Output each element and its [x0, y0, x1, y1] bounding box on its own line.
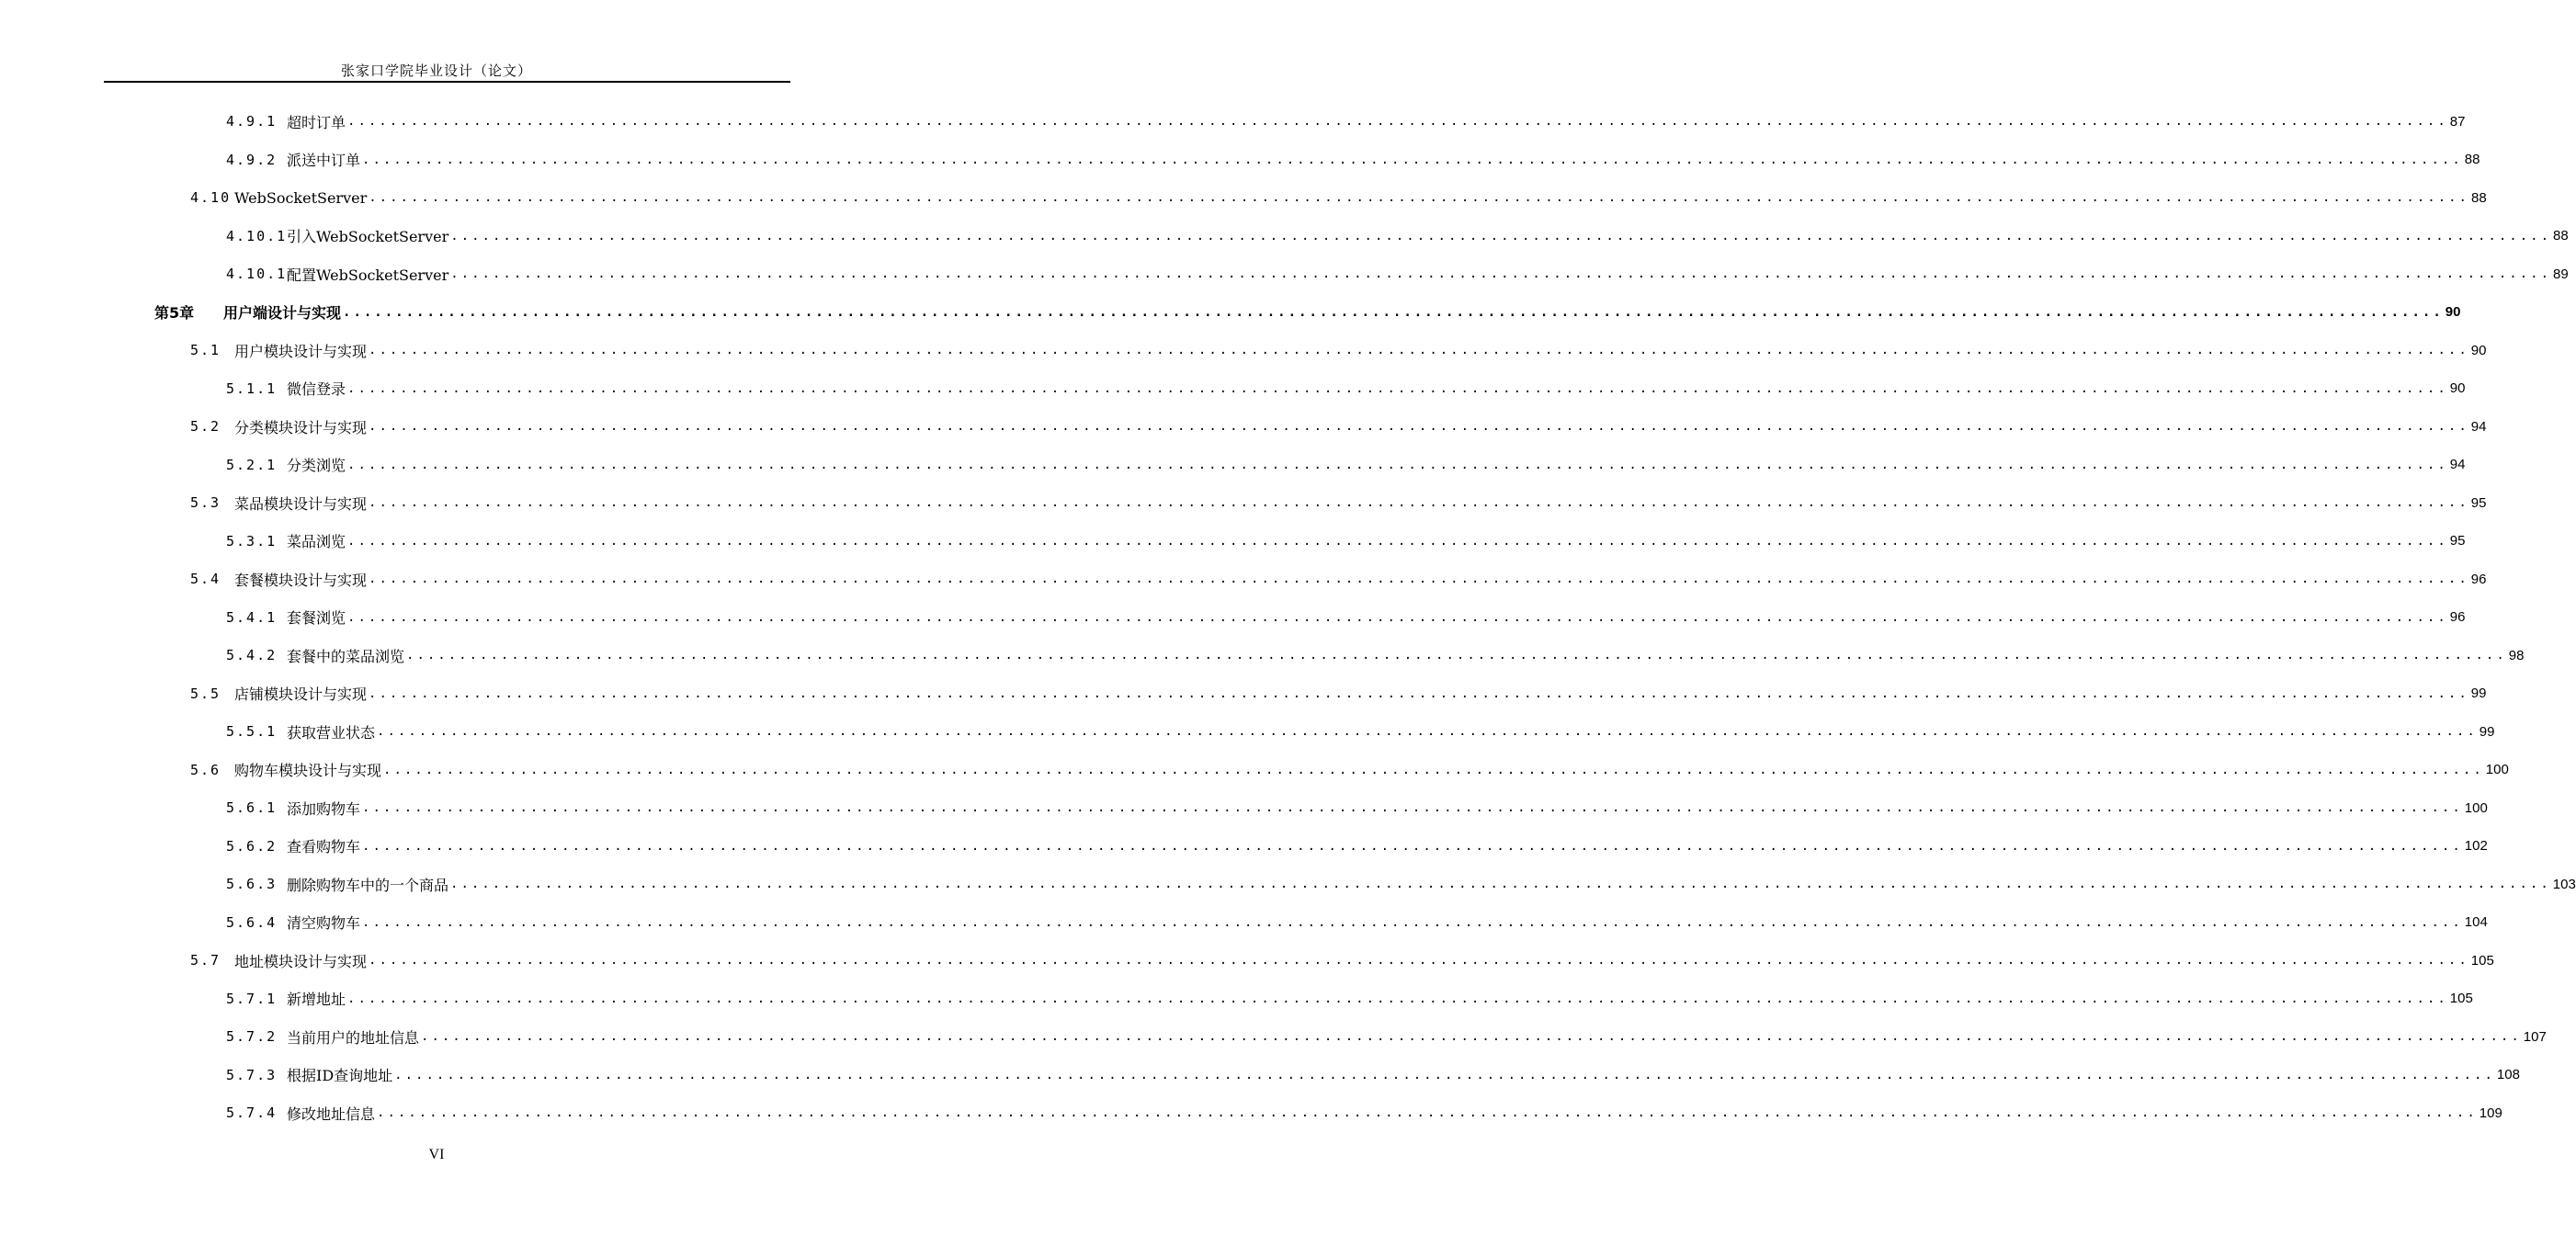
toc-entry-number: 5.5 — [190, 685, 221, 702]
toc-entry-page: 87 — [2449, 113, 2466, 130]
toc-entry[interactable] — [226, 378, 2466, 400]
toc-entry[interactable] — [226, 988, 2473, 1010]
toc-dot-leader: ........................................................................................................................................................................................................ — [369, 572, 2469, 586]
toc-entry-page: 103 — [2552, 876, 2576, 892]
toc-entry-title: 用户模块设计与实现 — [234, 342, 368, 360]
toc-entry-number: 5.4.2 — [226, 647, 278, 663]
toc-entry-page: 88 — [2553, 228, 2569, 244]
toc-entry-title: 查看购物车 — [287, 838, 361, 855]
toc-entry[interactable] — [226, 797, 2488, 819]
toc-entry[interactable] — [226, 1102, 2502, 1124]
toc-entry[interactable] — [190, 415, 2487, 437]
toc-entry-number: 5.2 — [190, 418, 221, 435]
toc-entry[interactable] — [226, 1025, 2547, 1048]
toc-entry-page: 88 — [2470, 189, 2487, 206]
toc-dot-leader: ........................................................................................................................................................................................................ — [450, 266, 2551, 281]
toc-entry-page: 105 — [2449, 991, 2473, 1006]
toc-entry[interactable] — [190, 683, 2487, 705]
toc-entry-title: 用户端设计与实现 — [223, 304, 342, 322]
toc-entry[interactable] — [226, 263, 2569, 285]
toc-entry-number: 4.10.1 — [226, 266, 288, 282]
toc-entry[interactable] — [226, 530, 2466, 552]
toc-entry[interactable] — [190, 759, 2509, 781]
toc-entry-number: 5.4.1 — [226, 608, 278, 626]
toc-entry-number: 5.7 — [190, 952, 221, 969]
toc-entry-title: 超时订单 — [287, 113, 346, 131]
toc-entry-number: 5.1.1 — [226, 380, 278, 397]
toc-entry[interactable] — [226, 912, 2488, 934]
toc-entry[interactable] — [226, 873, 2576, 895]
toc-dot-leader: ........................................................................................................................................................................................................ — [369, 495, 2469, 510]
header-divider — [104, 81, 790, 83]
toc-dot-leader: ........................................................................................................................................................................................................ — [347, 457, 2448, 472]
toc-dot-leader: ........................................................................................................................................................................................................ — [347, 380, 2448, 396]
toc-entry-number: 5.1 — [190, 342, 221, 358]
toc-entry-title: 配置WebSocketServer — [287, 266, 449, 284]
toc-entry-page: 90 — [2470, 342, 2487, 358]
toc-dot-leader: ........................................................................................................................................................................................................ — [377, 724, 2478, 739]
toc-entry-page: 107 — [2523, 1028, 2547, 1045]
toc-dot-leader: ........................................................................................................................................................................................................ — [362, 152, 2463, 167]
toc-entry[interactable] — [226, 644, 2525, 666]
toc-entry-page: 99 — [2470, 685, 2487, 701]
toc-entry-title: 添加购物车 — [287, 799, 361, 818]
toc-dot-leader: ........................................................................................................................................................................................................ — [377, 1105, 2478, 1120]
toc-entry-page: 104 — [2464, 914, 2488, 930]
toc-entry-title: 店铺模块设计与实现 — [234, 685, 368, 703]
toc-entry-number: 5.6.3 — [226, 876, 278, 892]
toc-entry[interactable] — [226, 454, 2466, 476]
toc-entry-title: 地址模块设计与实现 — [234, 952, 368, 970]
toc-dot-leader: ........................................................................................................................................................................................................ — [347, 991, 2448, 1006]
toc-entry-page: 100 — [2485, 762, 2509, 777]
toc-dot-leader: ........................................................................................................................................................................................................ — [347, 609, 2448, 625]
toc-dot-leader: ........................................................................................................................................................................................................ — [383, 762, 2484, 777]
toc-entry[interactable] — [190, 187, 2487, 209]
toc-entry-number: 第5章 — [154, 304, 195, 322]
toc-dot-leader: ........................................................................................................................................................................................................ — [362, 914, 2463, 930]
toc-entry-title: 分类模块设计与实现 — [234, 418, 368, 436]
toc-entry-number: 4.10.1 — [226, 227, 288, 244]
toc-entry-page: 96 — [2470, 571, 2487, 587]
toc-dot-leader: ........................................................................................................................................................................................................ — [369, 685, 2469, 701]
toc-dot-leader: ........................................................................................................................................................................................................ — [450, 877, 2551, 891]
toc-entry-number: 5.3.1 — [226, 532, 278, 550]
toc-entry-page: 96 — [2449, 609, 2466, 625]
toc-dot-leader: ........................................................................................................................................................................................................ — [369, 419, 2469, 434]
toc-entry-title: 根据ID查询地址 — [287, 1067, 393, 1084]
toc-entry-page: 94 — [2449, 457, 2466, 472]
toc-entry-number: 5.7.1 — [226, 990, 278, 1007]
toc-dot-leader: ........................................................................................................................................................................................................ — [394, 1067, 2495, 1082]
toc-entry[interactable] — [226, 149, 2480, 171]
toc-entry[interactable] — [190, 568, 2487, 590]
toc-entry-title: 菜品浏览 — [287, 533, 346, 550]
toc-entry-title: 删除购物车中的一个商品 — [287, 876, 449, 894]
toc-entry-page: 90 — [2449, 380, 2466, 396]
page-number: VI — [428, 1147, 445, 1162]
toc-entry-number: 5.6.4 — [226, 913, 278, 931]
toc-entry-page: 98 — [2508, 647, 2525, 663]
toc-dot-leader: ........................................................................................................................................................................................................ — [343, 304, 2444, 320]
toc-entry-title: 套餐浏览 — [287, 609, 346, 627]
toc-entry[interactable] — [226, 1064, 2520, 1086]
toc-entry-title: 微信登录 — [287, 380, 346, 398]
toc-entry-page: 100 — [2464, 799, 2488, 816]
toc-entry-title: 修改地址信息 — [287, 1105, 376, 1123]
toc-entry-title: 清空购物车 — [287, 914, 361, 932]
toc-entry-page: 108 — [2496, 1067, 2520, 1082]
toc-entry-number: 5.2.1 — [226, 456, 278, 473]
toc-entry-title: 引入WebSocketServer — [287, 228, 449, 245]
toc-entry-page: 109 — [2479, 1105, 2502, 1121]
toc-entry-page: 94 — [2470, 418, 2487, 435]
toc-dot-leader: ........................................................................................................................................................................................................ — [421, 1029, 2522, 1044]
toc-entry-page: 95 — [2449, 533, 2466, 549]
toc-entry-title: WebSocketServer — [234, 188, 368, 207]
toc-entry-page: 99 — [2479, 723, 2495, 740]
toc-entry-title: 菜品模块设计与实现 — [234, 494, 368, 513]
toc-entry-title: 获取营业状态 — [287, 723, 376, 742]
toc-entry-title: 新增地址 — [287, 991, 346, 1008]
toc-entry-title: 套餐模块设计与实现 — [234, 571, 368, 589]
toc-entry-number: 5.6.1 — [226, 799, 278, 816]
toc-entry-number: 5.6.2 — [226, 837, 278, 855]
toc-entry-page: 90 — [2445, 304, 2461, 320]
toc-entry-title: 购物车模块设计与实现 — [234, 762, 382, 779]
toc-dot-leader: ........................................................................................................................................................................................................ — [362, 838, 2463, 854]
toc-dot-leader: ........................................................................................................................................................................................................ — [369, 343, 2469, 357]
toc-entry[interactable] — [226, 225, 2569, 247]
toc-entry-number: 5.6 — [190, 761, 221, 778]
toc-entry[interactable] — [226, 835, 2488, 857]
toc-entry-title: 分类浏览 — [287, 457, 346, 474]
toc-entry[interactable] — [190, 492, 2487, 514]
toc-entry[interactable] — [190, 339, 2487, 361]
toc-entry-page: 102 — [2464, 838, 2488, 854]
toc-entry-number: 4.9.2 — [226, 151, 278, 168]
toc-entry-number: 5.7.2 — [226, 1028, 278, 1045]
toc-entry-number: 5.4 — [190, 571, 221, 587]
toc-dot-leader: ........................................................................................................................................................................................................ — [450, 228, 2551, 244]
toc-entry-page: 95 — [2470, 494, 2487, 511]
toc-entry-page: 88 — [2464, 152, 2480, 167]
toc-entry[interactable] — [226, 606, 2466, 629]
toc-dot-leader: ........................................................................................................................................................................................................ — [347, 114, 2448, 129]
toc-dot-leader: ........................................................................................................................................................................................................ — [406, 648, 2507, 663]
toc-dot-leader: ........................................................................................................................................................................................................ — [369, 953, 2469, 968]
toc-entry-number: 4.10 — [190, 189, 232, 206]
toc-entry-title: 套餐中的菜品浏览 — [287, 647, 405, 665]
toc-entry[interactable] — [154, 301, 2461, 323]
toc-entry-number: 5.3 — [190, 494, 221, 511]
toc-dot-leader: ........................................................................................................................................................................................................ — [369, 190, 2469, 205]
toc-entry-number: 5.5.1 — [226, 723, 278, 740]
toc-dot-leader: ........................................................................................................................................................................................................ — [362, 800, 2463, 815]
toc-entry-number: 5.7.4 — [226, 1105, 278, 1121]
toc-entry-page: 105 — [2470, 952, 2494, 969]
page-header-title: 张家口学院毕业设计（论文） — [340, 62, 532, 79]
toc-entry-title: 派送中订单 — [287, 152, 361, 169]
toc-entry[interactable] — [190, 949, 2494, 971]
toc-entry[interactable] — [226, 720, 2495, 742]
toc-entry-title: 当前用户的地址信息 — [287, 1028, 420, 1047]
toc-entry-page: 89 — [2553, 266, 2569, 282]
toc-dot-leader: ........................................................................................................................................................................................................ — [347, 533, 2448, 549]
toc-entry-number: 4.9.1 — [226, 113, 278, 130]
toc-entry-number: 5.7.3 — [226, 1066, 278, 1083]
toc-entry[interactable] — [226, 110, 2466, 132]
